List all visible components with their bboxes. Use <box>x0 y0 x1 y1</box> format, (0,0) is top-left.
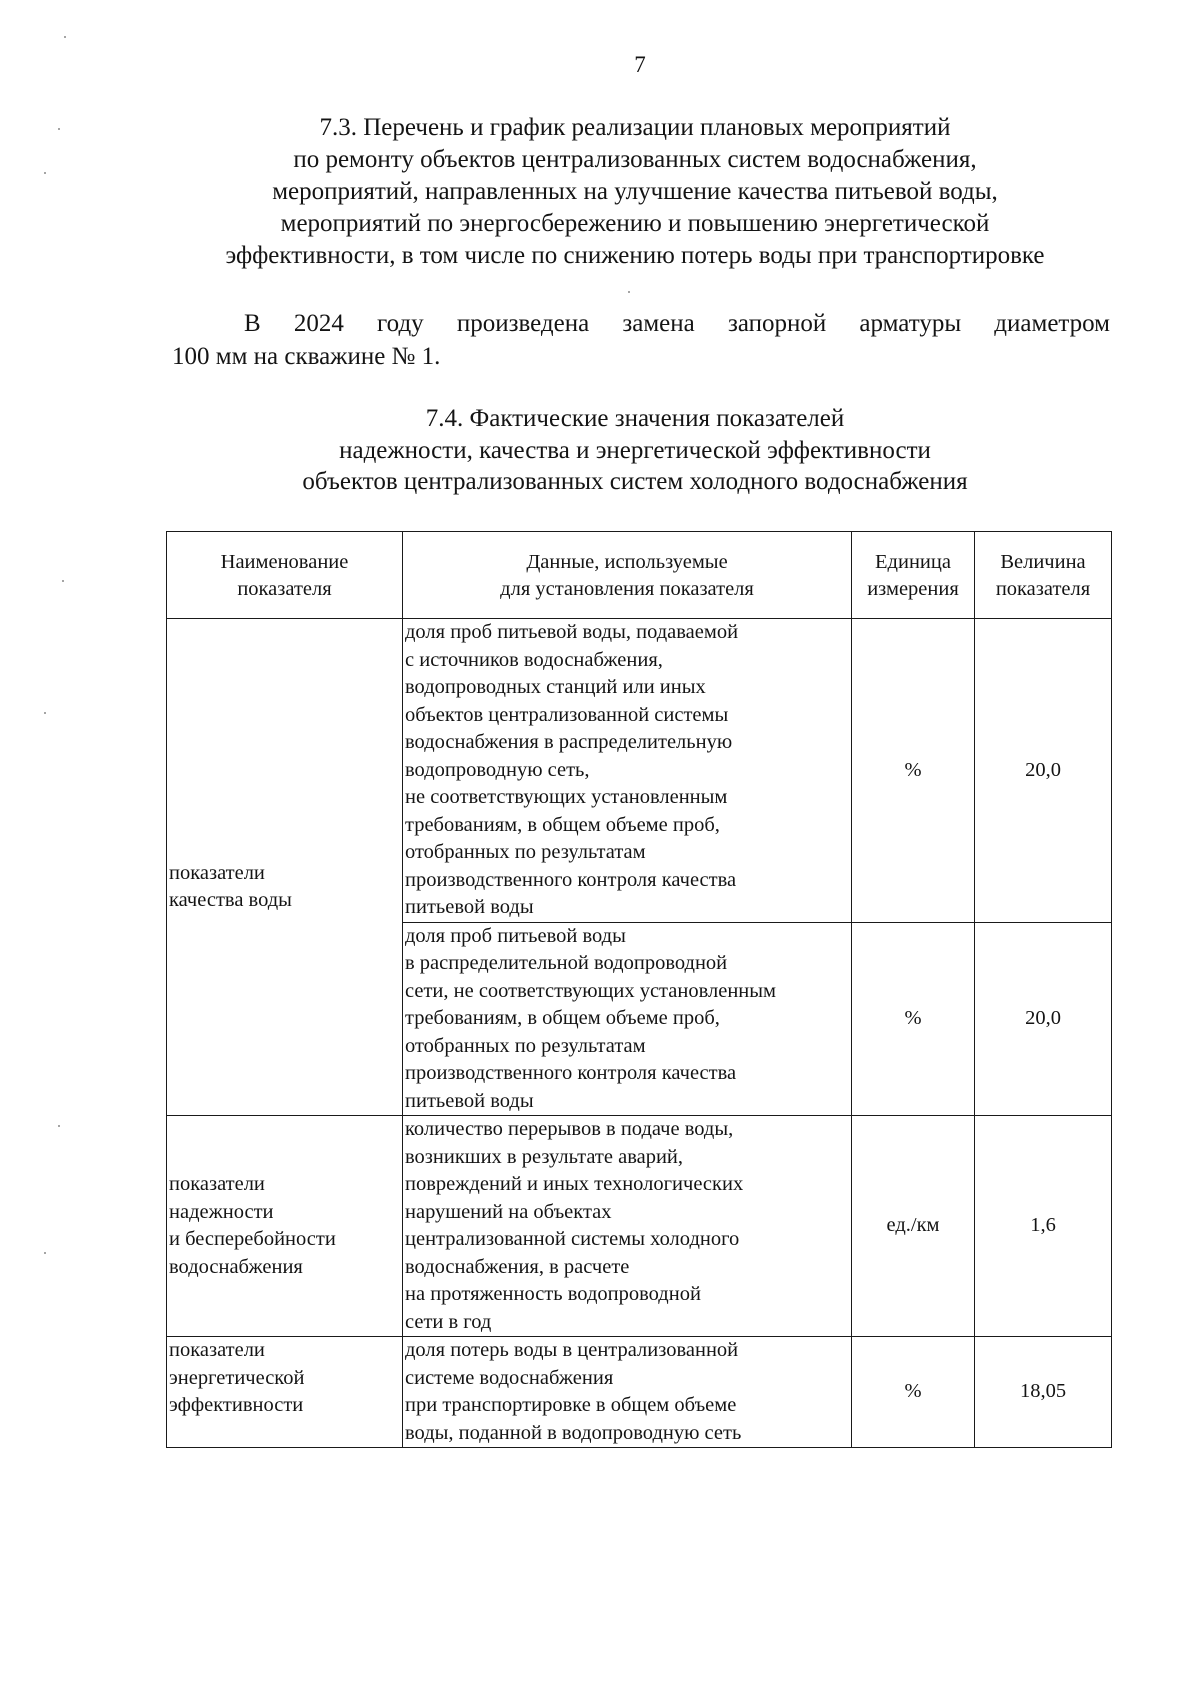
unit-cell: % <box>852 922 975 1116</box>
table-row <box>167 1337 1112 1448</box>
header-indicator-name <box>167 532 403 619</box>
table-row <box>167 1116 1112 1337</box>
heading-line: 7.4. Фактические значения показателей <box>425 405 845 432</box>
heading-line: мероприятий по энергосбережению и повышению энергетической <box>280 210 990 237</box>
unit-cell: % <box>852 1337 975 1448</box>
cell-line: на протяженность водопроводной <box>405 1283 701 1305</box>
cell-line: количество перерывов в подаче воды, <box>405 1118 734 1140</box>
value-cell: 20,0 <box>975 922 1112 1116</box>
heading-line: по ремонту объектов централизованных систем водоснабжения, <box>293 146 977 173</box>
cell-line: питьевой воды <box>405 896 534 918</box>
scan-speck <box>44 1252 46 1254</box>
cell-line: энергетической <box>169 1366 305 1389</box>
data-cell <box>403 1116 852 1337</box>
heading-line: 7.3. Перечень и график реализации плановых мероприятий <box>319 114 951 141</box>
section-7-4-heading <box>150 403 1120 498</box>
indicators-table <box>166 531 1112 1448</box>
table-row <box>167 619 1112 923</box>
cell-line: повреждений и иных технологических <box>405 1173 744 1195</box>
heading-line: объектов централизованных систем холодного водоснабжения <box>302 468 968 495</box>
header-line: Величина <box>1000 550 1086 573</box>
cell-line: надежности <box>169 1200 274 1223</box>
header-line: измерения <box>867 578 959 600</box>
scan-speck <box>62 580 64 582</box>
data-cell <box>403 1337 852 1448</box>
cell-line: в распределительной водопроводной <box>405 952 728 974</box>
header-value <box>975 532 1112 619</box>
cell-line: не соответствующих установленным <box>405 786 728 808</box>
cell-line: централизованной системы холодного <box>405 1228 740 1250</box>
cell-line: показатели <box>169 1173 265 1195</box>
table-header-row <box>167 532 1112 619</box>
unit-cell: ед./км <box>852 1116 975 1337</box>
cell-line: питьевой воды <box>405 1089 534 1112</box>
scan-speck <box>64 36 66 38</box>
cell-line: водоснабжения, в расчете <box>405 1255 630 1278</box>
cell-line: нарушений на объектах <box>405 1200 612 1223</box>
cell-line: воды, поданной в водопроводную сеть <box>405 1421 742 1444</box>
cell-line: сети в год <box>405 1310 492 1333</box>
scan-speck <box>628 291 630 293</box>
cell-line: качества воды <box>169 889 292 911</box>
paragraph-line: В 2024 году произведена замена запорной арматуры диаметром <box>244 310 1110 337</box>
cell-line: требованиям, в общем объеме проб, <box>405 813 720 836</box>
header-line: для установления показателя <box>500 578 754 600</box>
scan-speck <box>44 172 46 174</box>
cell-line: доля проб питьевой воды <box>405 924 626 947</box>
cell-line: водопроводную сеть, <box>405 758 590 781</box>
cell-line: водопроводных станций или иных <box>405 676 706 698</box>
header-line: показателя <box>995 578 1091 600</box>
header-line: Данные, используемые <box>526 550 728 573</box>
value-cell: 20,0 <box>975 619 1112 923</box>
paragraph-line: 100 мм на скважине № 1. <box>172 343 441 370</box>
indicator-name-cell <box>167 1116 403 1337</box>
cell-line: системе водоснабжения <box>405 1366 614 1389</box>
cell-line: требованиям, в общем объеме проб, <box>405 1007 720 1029</box>
header-data-used <box>403 532 852 619</box>
data-cell <box>403 922 852 1116</box>
cell-line: возникших в результате аварий, <box>405 1145 684 1168</box>
header-line: показателя <box>237 578 332 600</box>
cell-line: с источников водоснабжения, <box>405 648 663 671</box>
header-unit <box>852 532 975 619</box>
cell-line: показатели <box>169 861 265 884</box>
cell-line: производственного контроля качества <box>405 1062 737 1084</box>
header-line: Наименование <box>220 550 349 573</box>
cell-line: водоснабжения в распределительную <box>405 731 733 753</box>
cell-line: доля проб питьевой воды, подаваемой <box>405 621 739 643</box>
cell-line: при транспортировке в общем объеме <box>405 1394 737 1416</box>
cell-line: и бесперебойности <box>169 1228 336 1250</box>
cell-line: отобранных по результатам <box>405 1034 646 1057</box>
scan-speck <box>58 1125 60 1127</box>
cell-line: объектов централизованной системы <box>405 703 729 726</box>
section-7-3-heading <box>150 112 1120 272</box>
scan-speck <box>44 712 46 714</box>
section-7-3-paragraph <box>172 307 1110 373</box>
heading-line: мероприятий, направленных на улучшение качества питьевой воды, <box>272 178 998 205</box>
heading-line: надежности, качества и энергетической эффективности <box>339 436 931 464</box>
cell-line: отобранных по результатам <box>405 841 646 863</box>
cell-line: сети, не соответствующих установленным <box>405 979 777 1002</box>
indicator-name-cell <box>167 1337 403 1448</box>
cell-line: показатели <box>169 1339 265 1361</box>
data-cell <box>403 619 852 923</box>
indicator-name-cell <box>167 619 403 1116</box>
value-cell: 1,6 <box>975 1116 1112 1337</box>
cell-line: производственного контроля качества <box>405 868 737 891</box>
cell-line: водоснабжения <box>169 1255 303 1278</box>
value-cell: 18,05 <box>975 1337 1112 1448</box>
unit-cell: % <box>852 619 975 923</box>
header-line: Единица <box>875 550 951 573</box>
cell-line: эффективности <box>169 1394 304 1416</box>
cell-line: доля потерь воды в централизованной <box>405 1339 739 1361</box>
scan-speck <box>58 128 60 130</box>
heading-line: эффективности, в том числе по снижению потерь воды при транспортировке <box>225 242 1045 269</box>
page-number: 7 <box>634 52 646 77</box>
